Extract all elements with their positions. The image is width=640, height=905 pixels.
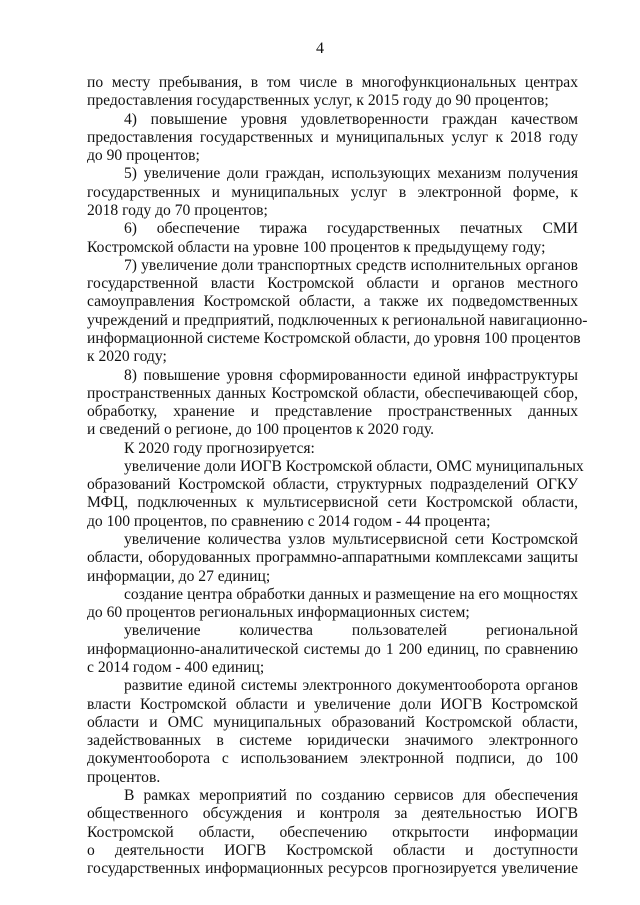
paragraph	[87, 220, 578, 257]
paragraph-line: предоставления государственных услуг, к 2015 году до 90 процентов;	[87, 92, 549, 110]
paragraph	[87, 677, 578, 787]
paragraph-line: до 90 процентов;	[87, 147, 200, 165]
paragraph-line: обработку, хранение и представление пространственных данных	[87, 403, 578, 421]
paragraph	[87, 531, 578, 586]
paragraph-line: до 100 процентов, по сравнению с 2014 годом - 44 процента;	[87, 512, 491, 530]
paragraph	[87, 622, 578, 677]
paragraph-line: 7) увеличение доли транспортных средств исполнительных органов	[124, 256, 578, 274]
paragraph-line: увеличение доли ИОГВ Костромской области, ОМС муниципальных	[124, 457, 584, 475]
paragraph-line: В рамках мероприятий по созданию сервисов для обеспечения	[124, 786, 578, 804]
paragraph-line: власти Костромской области и увеличение доли ИОГВ Костромской	[87, 695, 578, 713]
page-number: 4	[316, 40, 324, 57]
paragraph-line: по месту пребывания, в том числе в многофункциональных центрах	[87, 74, 578, 91]
paragraph-line: информационной системе Костромской области, до уровня 100 процентов	[87, 329, 581, 347]
paragraph-line: документооборота с использованием электронной подписи, до 100	[87, 750, 578, 768]
paragraph	[87, 586, 578, 623]
paragraph-line: 8) повышение уровня сформированности единой инфраструктуры	[124, 366, 578, 384]
paragraph-line: предоставления государственных и муниципальных услуг к 2018 году	[87, 128, 578, 146]
paragraph-line: общественного обсуждения и контроля за деятельностью ИОГВ	[87, 805, 578, 823]
paragraph-line: 4) повышение уровня удовлетворенности граждан качеством	[124, 110, 578, 128]
paragraph-line: увеличение количества узлов мультисервисной сети Костромской	[124, 531, 578, 549]
paragraph-line: МФЦ, подключенных к мультисервисной сети Костромской области,	[87, 494, 578, 512]
paragraph-line: Костромской области, обеспечению открытости информации	[87, 823, 578, 841]
paragraph-line: учреждений и предприятий, подключенных к региональной навигационно-	[87, 311, 588, 329]
paragraph	[87, 457, 584, 531]
paragraph-line: процентов.	[87, 768, 161, 786]
paragraph-line: до 60 процентов региональных информационных систем;	[87, 604, 470, 622]
paragraph-line: 6) обеспечение тиража государственных печатных СМИ	[124, 220, 578, 238]
paragraph-line: 2018 году до 70 процентов;	[87, 201, 268, 219]
paragraph-line: К 2020 году прогнозируется:	[124, 439, 315, 457]
paragraph-line: области, оборудованных программно-аппаратными комплексами защиты	[87, 549, 578, 567]
paragraph	[87, 165, 578, 220]
paragraph-line: области и ОМС муниципальных образований Костромской области,	[87, 713, 578, 731]
paragraph-line: развитие единой системы электронного документооборота органов	[124, 677, 578, 695]
paragraph	[87, 367, 578, 440]
paragraph-line: к 2020 году;	[87, 348, 167, 366]
paragraph-line: 5) увеличение доли граждан, использующих механизм получения	[124, 165, 578, 183]
paragraph-line: информационно-аналитической системы до 1 200 единиц, по сравнению	[87, 640, 578, 658]
paragraph-line: задействованных в системе юридически значимого электронного	[87, 732, 578, 750]
paragraph-line: Костромской области на уровне 100 процентов к предыдущему году;	[87, 238, 546, 256]
paragraph	[87, 74, 578, 111]
paragraph-line: государственной власти Костромской области и органов местного	[87, 275, 578, 293]
document-body	[87, 74, 588, 878]
paragraph	[87, 787, 578, 878]
paragraph-line: и сведений о регионе, до 100 процентов к 2020 году.	[87, 421, 435, 439]
paragraph	[87, 440, 578, 458]
paragraph-line: информации, до 27 единиц;	[87, 567, 271, 585]
paragraph-line: образований Костромской области, структурных подразделений ОГКУ	[87, 476, 578, 494]
paragraph-line: о деятельности ИОГВ Костромской области и доступности	[87, 841, 578, 859]
paragraph	[87, 111, 578, 166]
paragraph-line: пространственных данных Костромской области, обеспечивающей сбор,	[87, 384, 578, 402]
paragraph-line: создание центра обработки данных и размещение на его мощностях	[124, 585, 578, 603]
paragraph	[87, 256, 588, 367]
paragraph-line: самоуправления Костромской области, а также их подведомственных	[87, 293, 578, 311]
paragraph-line: государственных и муниципальных услуг в электронной форме, к	[87, 183, 578, 201]
paragraph-line: государственных информационных ресурсов прогнозируется увеличение	[87, 860, 578, 878]
paragraph-line: с 2014 годом - 400 единиц;	[87, 659, 265, 676]
paragraph-line: увеличение количества пользователей региональной	[124, 622, 578, 640]
